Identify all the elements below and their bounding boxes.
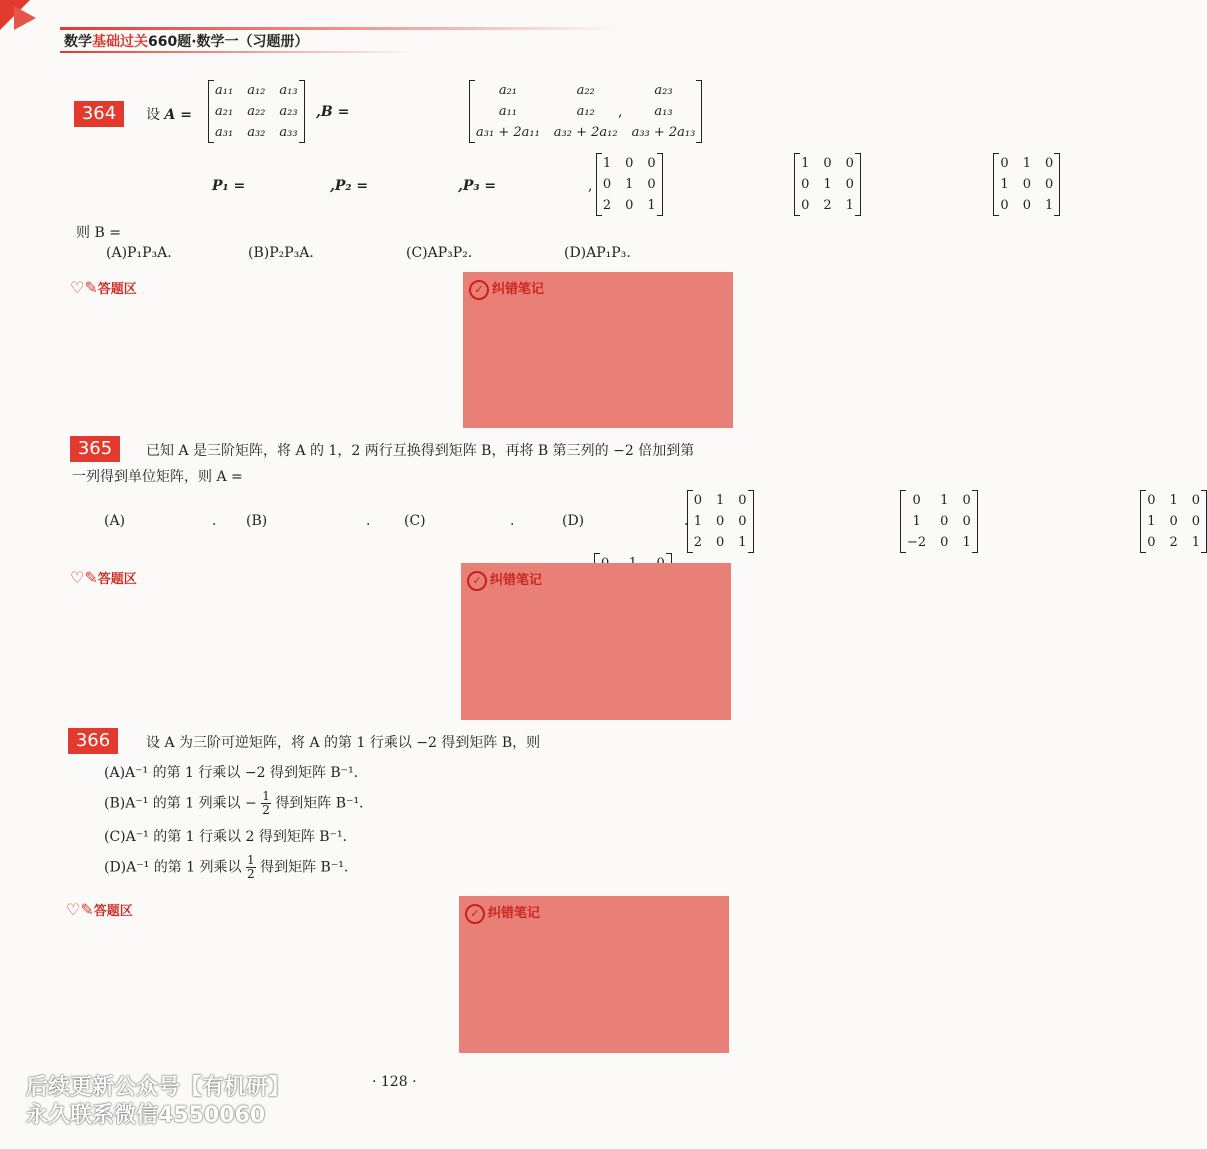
- matrix-row: [993, 174, 1060, 195]
- matrix-row: [208, 122, 305, 143]
- matrix-row: [596, 153, 663, 174]
- error-note-box[interactable]: [463, 272, 733, 428]
- matrix-entry: 0: [715, 535, 725, 550]
- q365-dot-a: .: [212, 513, 217, 529]
- matrix-entry: 1: [801, 156, 810, 171]
- matrix-entry: 0: [1044, 177, 1054, 192]
- matrix-entry: 2: [602, 198, 612, 213]
- q365-option-d-label: (D): [562, 513, 585, 529]
- header-arrow-icon: [14, 6, 36, 30]
- matrix-row: [469, 122, 702, 143]
- q365-option-b-label: (B): [246, 513, 268, 529]
- magnifier-check-icon: ✓: [469, 280, 489, 300]
- q366-stem: 设 A 为三阶可逆矩阵，将 A 的第 1 行乘以 −2 得到矩阵 B，则: [146, 735, 541, 751]
- matrix-B: [469, 80, 702, 143]
- matrix-entry: 0: [625, 198, 634, 213]
- matrix-row: [993, 195, 1060, 216]
- matrix-entry: 1: [1147, 514, 1156, 529]
- page-header: [0, 0, 800, 58]
- matrix-entry: 0: [738, 514, 747, 529]
- q364-comma2: ,: [588, 178, 593, 194]
- q364-B-label: ,B =: [316, 104, 350, 120]
- matrix-row: [794, 195, 861, 216]
- matrix-row: [687, 532, 754, 553]
- matrix-row: [794, 174, 861, 195]
- q364-option-a: (A)P₁P₃A.: [106, 245, 172, 261]
- matrix-entry: 1: [912, 514, 921, 529]
- question-number-365: 365: [70, 436, 120, 462]
- answer-area-label: ♡✎答题区: [70, 568, 137, 587]
- watermark-line-2: 永久联系微信4550060: [26, 1103, 266, 1128]
- matrix-entry: 0: [1022, 198, 1031, 213]
- matrix-entry: 1: [940, 493, 949, 508]
- matrix-entry: 0: [715, 514, 725, 529]
- matrix-entry: a₃₂ + 2a₁₂: [553, 125, 618, 140]
- matrix-entry: 2: [823, 198, 832, 213]
- matrix-entry: 0: [962, 514, 971, 529]
- q365-dot-d: .: [684, 513, 689, 529]
- q364-P2-label: ,P₂ =: [330, 178, 369, 194]
- matrix-entry: 1: [962, 535, 971, 550]
- matrix-entry: 0: [738, 493, 747, 508]
- matrix-entry: 0: [940, 514, 949, 529]
- matrix-entry: 0: [1191, 493, 1201, 508]
- watermark-line-1: 后续更新公众号【有机研】: [26, 1075, 291, 1100]
- matrix-entry: 0: [940, 535, 949, 550]
- matrix-entry: 0: [602, 177, 612, 192]
- matrix-row: [900, 490, 978, 511]
- q364-option-c: (C)AP₃P₂.: [406, 245, 473, 261]
- matrix-row: [469, 80, 702, 101]
- matrix-entry: a₁₃: [279, 83, 298, 98]
- q365-stem-line1: 已知 A 是三阶矩阵，将 A 的 1，2 两行互换得到矩阵 B，再将 B 第三列的 −2 倍加到第: [146, 443, 695, 459]
- fraction: $\frac{1}{2}$: [246, 853, 255, 881]
- q366-option-b: (B)A⁻¹ 的第 1 列乘以 − $\frac{1}{2}$ 得到矩阵 B⁻¹.: [104, 789, 364, 817]
- matrix-entry: 0: [1022, 177, 1031, 192]
- matrix-entry: 0: [801, 198, 810, 213]
- q364-option-b: (B)P₂P₃A.: [248, 245, 314, 261]
- matrix-row: [208, 80, 305, 101]
- page-number: · 128 ·: [372, 1074, 417, 1090]
- matrix-entry: a₁₃: [654, 104, 673, 119]
- heart-pen-icon: ♡✎: [66, 900, 94, 919]
- matrix-entry: 1: [647, 198, 656, 213]
- matrix-entry: 0: [625, 156, 634, 171]
- matrix-entry: 1: [823, 177, 832, 192]
- magnifier-check-icon: ✓: [467, 571, 487, 591]
- matrix-entry: 1: [1169, 493, 1178, 508]
- matrix-row: [469, 101, 702, 122]
- matrix-entry: a₂₂: [247, 104, 266, 119]
- q365-dot-b: .: [366, 513, 371, 529]
- matrix-entry: 1: [845, 198, 854, 213]
- q364-intro: 设 A =: [146, 107, 192, 123]
- matrix-entry: 0: [1169, 514, 1178, 529]
- q366-option-a: (A)A⁻¹ 的第 1 行乘以 −2 得到矩阵 B⁻¹.: [104, 765, 359, 781]
- matrix-entry: a₃₁ + 2a₁₁: [476, 125, 540, 140]
- matrix-row: [993, 153, 1060, 174]
- matrix-entry: 0: [962, 493, 971, 508]
- matrix-entry: −2: [907, 535, 927, 550]
- q365-matrix-a: [687, 490, 754, 553]
- matrix-row: [596, 174, 663, 195]
- matrix-entry: 0: [647, 177, 656, 192]
- q365-matrix-b: [900, 490, 978, 553]
- q364-ask: 则 B =: [76, 225, 121, 241]
- matrix-A: [208, 80, 305, 143]
- fraction: $\frac{1}{2}$: [262, 789, 270, 817]
- matrix-entry: a₁₂: [247, 83, 266, 98]
- q365-dot-c: .: [510, 513, 515, 529]
- matrix-row: [208, 101, 305, 122]
- matrix-entry: 0: [1044, 156, 1054, 171]
- matrix-entry: a₁₂: [576, 104, 595, 119]
- header-underline: [60, 51, 420, 53]
- matrix-entry: 1: [625, 177, 634, 192]
- matrix-entry: 0: [693, 493, 702, 508]
- error-note-label: ✓ 纠错笔记: [467, 569, 542, 591]
- matrix-entry: 1: [602, 156, 612, 171]
- matrix-entry: 0: [1000, 156, 1009, 171]
- matrix-entry: a₃₁: [215, 125, 234, 140]
- matrix-row: [596, 195, 663, 216]
- book-title: 数学基础过关660题·数学一（习题册）: [64, 34, 309, 50]
- matrix-entry: a₁₁: [498, 104, 517, 119]
- magnifier-check-icon: ✓: [465, 904, 485, 924]
- q365-option-c-label: (C): [404, 513, 426, 529]
- matrix-row: [794, 153, 861, 174]
- matrix-entry: 0: [845, 156, 854, 171]
- matrix-row: [1140, 490, 1207, 511]
- error-note-box[interactable]: [459, 896, 729, 1053]
- heart-pen-icon: ♡✎: [70, 568, 98, 587]
- matrix-row: [687, 490, 754, 511]
- answer-area-label: ♡✎答题区: [70, 278, 137, 297]
- matrix-entry: 1: [1044, 198, 1054, 213]
- matrix-entry: 1: [693, 514, 702, 529]
- q366-option-c: (C)A⁻¹ 的第 1 行乘以 2 得到矩阵 B⁻¹.: [104, 829, 348, 845]
- matrix-entry: a₂₂: [576, 83, 595, 98]
- matrix-entry: a₂₃: [279, 104, 298, 119]
- matrix-entry: a₂₁: [215, 104, 234, 119]
- matrix-entry: 1: [1191, 535, 1201, 550]
- matrix-entry: a₁₁: [215, 83, 234, 98]
- error-note-label: ✓ 纠错笔记: [469, 278, 544, 300]
- matrix-entry: a₂₃: [654, 83, 673, 98]
- matrix-row: [1140, 532, 1207, 553]
- error-note-label: ✓ 纠错笔记: [465, 902, 540, 924]
- matrix-entry: 1: [715, 493, 725, 508]
- matrix-entry: 0: [1191, 514, 1201, 529]
- matrix-entry: a₃₃: [279, 125, 298, 140]
- q365-stem-line2: 一列得到单位矩阵，则 A =: [72, 469, 243, 485]
- q364-option-d: (D)AP₁P₃.: [564, 245, 631, 261]
- matrix-entry: a₃₂: [247, 125, 266, 140]
- question-number-364: 364: [74, 101, 124, 127]
- matrix-row: [1140, 511, 1207, 532]
- matrix-entry: 0: [845, 177, 854, 192]
- matrix-entry: 0: [912, 493, 921, 508]
- matrix-entry: 2: [1169, 535, 1178, 550]
- matrix-entry: a₃₃ + 2a₁₃: [631, 125, 696, 140]
- heart-pen-icon: ♡✎: [70, 278, 98, 297]
- q364-P3-label: ,P₃ =: [458, 178, 497, 194]
- q364-comma: ,: [618, 104, 623, 120]
- matrix-entry: 0: [801, 177, 810, 192]
- q365-option-a-label: (A): [104, 513, 126, 529]
- header-divider: [60, 27, 620, 30]
- answer-area-label: ♡✎答题区: [66, 900, 133, 919]
- matrix-P2: [794, 153, 861, 216]
- matrix-row: [900, 532, 978, 553]
- matrix-P3: [993, 153, 1060, 216]
- matrix-row: [687, 511, 754, 532]
- matrix-entry: 0: [1147, 535, 1156, 550]
- matrix-entry: 1: [1000, 177, 1009, 192]
- matrix-entry: 1: [738, 535, 747, 550]
- matrix-P1: [596, 153, 663, 216]
- matrix-entry: 0: [647, 156, 656, 171]
- matrix-entry: 2: [693, 535, 702, 550]
- q364-P1-label: P₁ =: [212, 178, 246, 194]
- q366-option-d: (D)A⁻¹ 的第 1 列乘以 $\frac{1}{2}$ 得到矩阵 B⁻¹.: [104, 853, 349, 881]
- error-note-box[interactable]: [461, 563, 731, 720]
- matrix-entry: 0: [1147, 493, 1156, 508]
- question-number-366: 366: [68, 728, 118, 754]
- matrix-entry: a₂₁: [498, 83, 517, 98]
- matrix-entry: 0: [823, 156, 832, 171]
- q365-matrix-c: [1140, 490, 1207, 553]
- matrix-entry: 1: [1022, 156, 1031, 171]
- matrix-row: [900, 511, 978, 532]
- matrix-entry: 0: [1000, 198, 1009, 213]
